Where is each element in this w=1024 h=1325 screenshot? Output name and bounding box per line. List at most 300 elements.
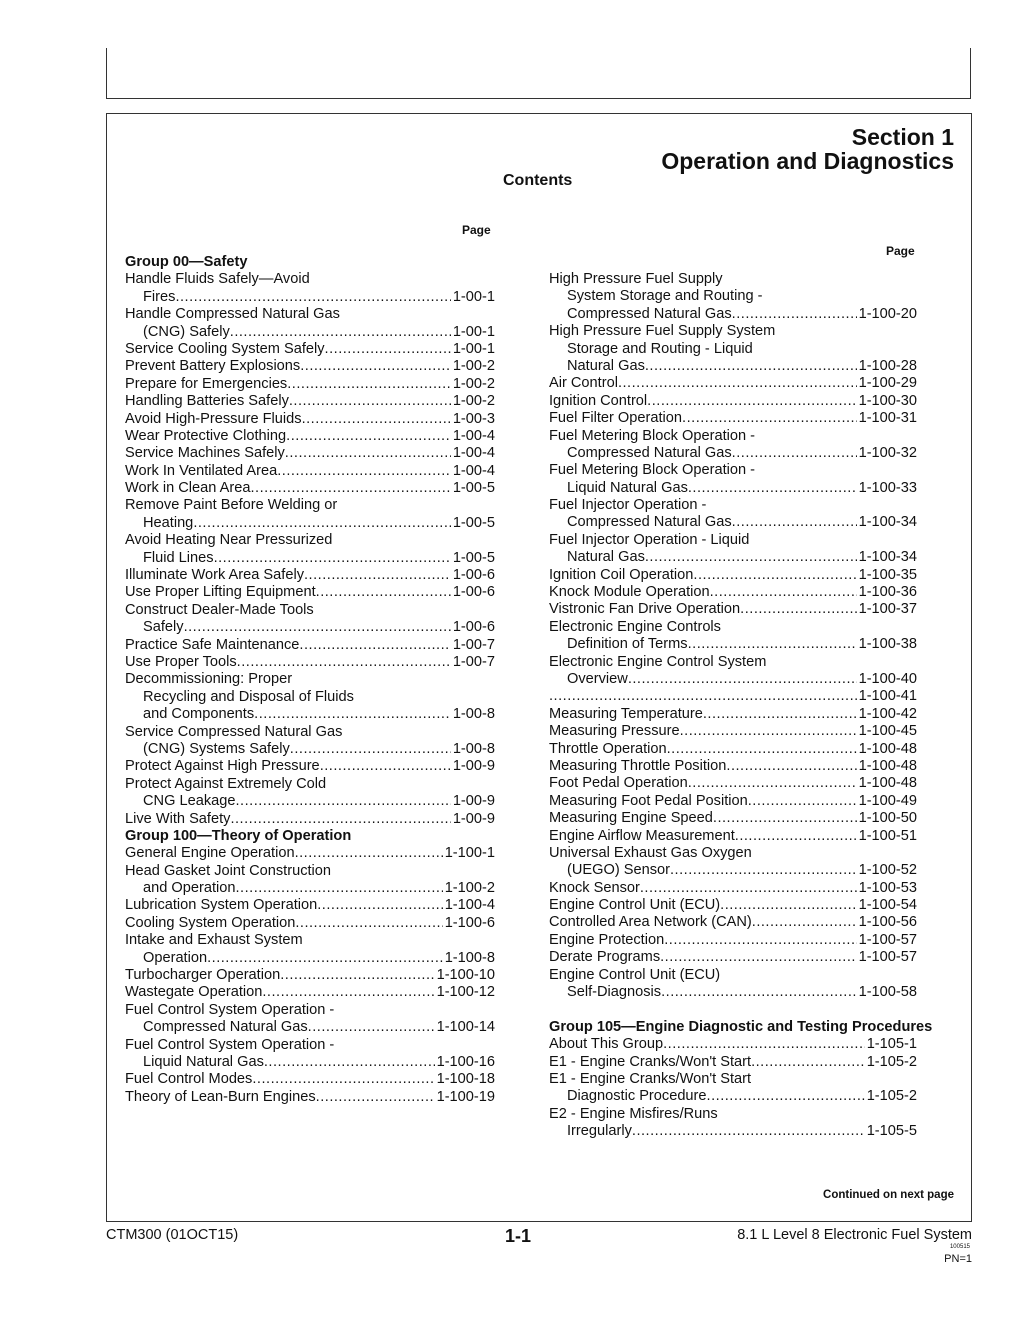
toc-entry-title: Operation (143, 949, 208, 966)
toc-entry-title: Measuring Pressure (549, 723, 680, 740)
toc-entry-page: 1-100-58 (858, 984, 917, 1001)
dot-leader (688, 480, 857, 497)
footer-page-number: 1-1 (505, 1226, 532, 1246)
toc-entry-title: Natural Gas (567, 549, 645, 566)
toc-entry-title: Compressed Natural Gas (567, 305, 732, 322)
dot-leader (618, 375, 857, 392)
toc-entry-title: Service Cooling System Safely (125, 340, 325, 357)
toc-entry (549, 1054, 917, 1071)
toc-entry-text: Fuel Injector Operation - Liquid (549, 531, 750, 548)
toc-entry-title: Live With Safety (125, 810, 231, 827)
toc-entry (125, 411, 495, 428)
toc-entry-page: 1-100-34 (858, 514, 917, 531)
toc-entry-page: 1-100-8 (444, 949, 495, 966)
toc-entry-page: 1-100-29 (858, 375, 917, 392)
dot-leader (295, 845, 443, 862)
dot-leader (688, 775, 857, 792)
toc-entry (125, 358, 495, 375)
toc-entry-text: High Pressure Fuel Supply (549, 271, 723, 287)
toc-entry (549, 828, 917, 845)
toc-entry-page: 1-100-18 (436, 1071, 495, 1088)
dot-leader (645, 549, 857, 566)
toc-entry (125, 654, 495, 671)
dot-leader (713, 810, 857, 827)
toc-entry-page: 1-100-1 (444, 845, 495, 862)
dot-leader (740, 601, 856, 618)
toc-entry-page: 1-100-14 (436, 1019, 495, 1036)
toc-entry-page: 1-105-2 (866, 1053, 917, 1070)
toc-entry-page: 1-00-4 (452, 462, 495, 479)
toc-entry (125, 1071, 495, 1088)
toc-entry (549, 445, 917, 462)
toc-entry-title: Ignition Control (549, 392, 648, 409)
toc-entry-title: General Engine Operation (125, 845, 295, 862)
toc-entry-page: 1-00-1 (452, 323, 495, 340)
toc-entry-page: 1-00-5 (452, 480, 495, 497)
toc-entry-title: Measuring Foot Pedal Position (549, 792, 748, 809)
toc-entry-page: 1-105-2 (866, 1088, 917, 1105)
toc-group-heading: Group 00—Safety (125, 254, 248, 270)
toc-entry-title: Use Proper Lifting Equipment (125, 584, 316, 601)
toc-entry (549, 549, 917, 566)
toc-entry-text: Decommissioning: Proper (125, 671, 293, 688)
toc-entry-page: 1-00-2 (452, 375, 495, 392)
toc-entry (125, 1019, 495, 1036)
toc-entry-title: Air Control (549, 375, 618, 392)
dot-leader (252, 1071, 434, 1088)
footer-pn: PN=1 (944, 1253, 972, 1265)
dot-leader (193, 515, 451, 532)
toc-entry-title: Illuminate Work Area Safely (125, 567, 304, 584)
toc-entry (125, 463, 495, 480)
dot-leader (751, 1054, 865, 1071)
continued-note: Continued on next page (823, 1189, 954, 1201)
toc-entry-page: 1-100-28 (858, 357, 917, 374)
toc-entry-title: Liquid Natural Gas (567, 479, 688, 496)
toc-entry (125, 637, 495, 654)
toc-entry-title: Safely (143, 619, 184, 636)
toc-entry-page: 1-00-8 (452, 706, 495, 723)
toc-entry-title: Compressed Natural Gas (143, 1019, 308, 1036)
toc-entry-text: Service Compressed Natural Gas (125, 723, 343, 740)
toc-entry (125, 619, 495, 636)
toc-entry (125, 915, 495, 932)
toc-entry (125, 567, 495, 584)
dot-leader (707, 1088, 865, 1105)
toc-entry-title: Service Machines Safely (125, 445, 285, 462)
toc-entry-page: 1-100-35 (858, 566, 917, 583)
toc-entry-page: 1-00-6 (452, 567, 495, 584)
toc-entry (125, 341, 495, 358)
footer-code: 100515 (949, 1244, 970, 1250)
toc-entry-page: 1-100-40 (858, 670, 917, 687)
toc-entry-text: Head Gasket Joint Construction (125, 862, 332, 879)
dot-leader (320, 758, 451, 775)
toc-entry (125, 793, 495, 810)
toc-entry-title: Work in Clean Area (125, 480, 251, 497)
toc-entry-text: Storage and Routing - Liquid (567, 340, 753, 357)
section-title: Operation and Diagnostics (661, 148, 954, 174)
toc-spacer (549, 1001, 917, 1018)
toc-entry-text: Fuel Injector Operation - (549, 497, 707, 514)
toc-entry (125, 950, 495, 967)
toc-entry-text: Fuel Metering Block Operation - (549, 427, 756, 444)
toc-entry (125, 324, 495, 341)
toc-entry-page: 1-100-57 (858, 931, 917, 948)
dot-leader (254, 706, 451, 723)
toc-entry-page: 1-00-1 (452, 288, 495, 305)
toc-entry-text: System Storage and Routing - (567, 288, 763, 305)
toc-entry-title: Self-Diagnosis (567, 984, 662, 1001)
toc-entry-text: Construct Dealer-Made Tools (125, 601, 314, 618)
dot-leader (230, 324, 451, 341)
toc-entry-title: Ignition Coil Operation (549, 566, 694, 583)
toc-entry-title: Wastegate Operation (125, 984, 263, 1001)
toc-entry-page: 1-100-36 (858, 584, 917, 601)
toc-entry-page: 1-100-51 (858, 827, 917, 844)
toc-entry-page: 1-00-6 (452, 584, 495, 601)
toc-entry-page: 1-00-5 (452, 514, 495, 531)
toc-entry (125, 515, 495, 532)
toc-entry-title: Diagnostic Procedure (567, 1088, 707, 1105)
toc-entry-page: 1-100-49 (858, 792, 917, 809)
dot-leader (235, 793, 450, 810)
dot-leader (277, 463, 451, 480)
toc-entry (125, 758, 495, 775)
footer-doc-id: CTM300 (01OCT15) (106, 1227, 239, 1243)
toc-entry-text: Electronic Engine Control System (549, 653, 767, 670)
toc-entry-title: and Components (143, 706, 255, 723)
dot-leader (304, 567, 451, 584)
dot-leader (325, 341, 451, 358)
top-frame-left-rule (106, 48, 107, 99)
dot-leader (299, 637, 450, 654)
toc-entry (549, 914, 917, 931)
section-number: Section 1 (851, 124, 954, 150)
toc-entry (549, 601, 917, 618)
dot-leader (230, 811, 450, 828)
dot-leader (710, 584, 857, 601)
dot-leader (264, 1054, 435, 1071)
toc-entry-page: 1-100-50 (858, 810, 917, 827)
toc-entry (549, 636, 917, 653)
toc-entry (125, 1054, 495, 1071)
toc-entry (549, 723, 917, 740)
toc-entry-text: Recycling and Disposal of Fluids (143, 688, 354, 705)
toc-entry-page: 1-105-5 (866, 1123, 917, 1140)
toc-entry-page: 1-105-1 (866, 1036, 917, 1053)
toc-entry-page: 1-00-1 (452, 340, 495, 357)
toc-entry-text: Fuel Metering Block Operation - (549, 462, 756, 479)
dot-leader (667, 741, 857, 758)
toc-entry (125, 428, 495, 445)
toc-entry-text: Avoid Heating Near Pressurized (125, 532, 333, 549)
toc-entry-title: (CNG) Safely (143, 323, 230, 340)
toc-entry-title: Heating (143, 514, 194, 531)
toc-entry (549, 793, 917, 810)
toc-entry-text: E1 - Engine Cranks/Won't Start (549, 1070, 752, 1087)
toc-entry-text: Handle Compressed Natural Gas (125, 306, 340, 323)
toc-entry-title: Engine Protection (549, 931, 665, 948)
dot-leader (184, 619, 451, 636)
toc-entry-text: Protect Against Extremely Cold (125, 775, 327, 792)
toc-entry-title: CNG Leakage (143, 793, 236, 810)
dot-leader (237, 654, 451, 671)
toc-entry-title: Turbocharger Operation (125, 967, 281, 984)
toc-entry (125, 393, 495, 410)
toc-entry-page: 1-100-38 (858, 636, 917, 653)
toc-entry-text: Handle Fluids Safely—Avoid (125, 271, 310, 288)
toc-entry (549, 375, 917, 392)
toc-entry-title: Overview (567, 670, 628, 687)
toc-entry (549, 810, 917, 827)
dot-leader (549, 688, 857, 705)
top-frame-right-rule (970, 48, 971, 99)
toc-entry-title: Theory of Lean-Burn Engines (125, 1088, 316, 1105)
toc-entry-title: About This Group (549, 1036, 664, 1053)
toc-entry-title: Prepare for Emergencies (125, 375, 288, 392)
toc-entry (125, 880, 495, 897)
dot-leader (661, 984, 856, 1001)
toc-entry-page: 1-100-30 (858, 392, 917, 409)
toc-entry (125, 984, 495, 1001)
toc-entry (549, 775, 917, 792)
dot-leader (670, 862, 857, 879)
toc-entry-page: 1-100-53 (858, 879, 917, 896)
toc-entry-title: Derate Programs (549, 949, 661, 966)
toc-entry-title: Cooling System Operation (125, 914, 296, 931)
toc-entry-title: (UEGO) Sensor (567, 862, 670, 879)
toc-entry (125, 811, 495, 828)
toc-entry-title: Fluid Lines (143, 549, 214, 566)
toc-entry (549, 1088, 917, 1105)
toc-entry-page: 1-100-20 (858, 305, 917, 322)
toc-entry-page: 1-00-7 (452, 636, 495, 653)
dot-leader (628, 671, 857, 688)
toc-entry-page: 1-100-33 (858, 479, 917, 496)
toc-entry (125, 289, 495, 306)
toc-entry-title: E1 - Engine Cranks/Won't Start (549, 1053, 752, 1070)
contents-label: Contents (503, 172, 573, 189)
toc-entry-title: Knock Module Operation (549, 584, 710, 601)
dot-leader (732, 306, 857, 323)
dot-leader (647, 393, 856, 410)
dot-leader (308, 1019, 435, 1036)
toc-entry (549, 880, 917, 897)
dot-leader (316, 584, 451, 601)
toc-entry-page: 1-00-9 (452, 810, 495, 827)
dot-leader (664, 932, 856, 949)
toc-entry-title: Avoid High-Pressure Fluids (125, 410, 302, 427)
toc-entry-text: E2 - Engine Misfires/Runs (549, 1105, 718, 1122)
toc-entry (549, 410, 917, 427)
toc-entry-title: Protect Against High Pressure (125, 758, 320, 775)
toc-entry-page: 1-00-8 (452, 740, 495, 757)
toc-entry-page: 1-00-3 (452, 410, 495, 427)
dot-leader (290, 741, 451, 758)
dot-leader (680, 723, 857, 740)
dot-leader (286, 428, 451, 445)
toc-entry-title: Lubrication System Operation (125, 897, 318, 914)
toc-entry (549, 984, 917, 1001)
top-frame-bottom-rule (106, 98, 971, 99)
toc-entry-page: 1-100-2 (444, 880, 495, 897)
toc-entry (125, 706, 495, 723)
toc-entry-text: Remove Paint Before Welding or (125, 497, 338, 514)
dot-leader (295, 915, 442, 932)
dot-leader (693, 567, 856, 584)
toc-entry (125, 741, 495, 758)
toc-entry (549, 567, 917, 584)
toc-entry-page: 1-00-9 (452, 793, 495, 810)
toc-entry-title: Fuel Filter Operation (549, 410, 683, 427)
toc-entry (125, 445, 495, 462)
toc-entry-page: 1-100-4 (444, 897, 495, 914)
toc-entry (125, 1089, 495, 1106)
toc-entry-title: Wear Protective Clothing (125, 427, 287, 444)
toc-entry-title: Fuel Control Modes (125, 1071, 253, 1088)
toc-entry-title: Vistronic Fan Drive Operation (549, 601, 741, 618)
toc-left-column (125, 254, 495, 1106)
toc-entry-title: Handling Batteries Safely (125, 393, 289, 410)
toc-entry-page: 1-100-48 (858, 740, 917, 757)
toc-entry-text: Intake and Exhaust System (125, 932, 303, 949)
toc-entry-page: 1-100-6 (444, 914, 495, 931)
dot-leader (645, 358, 857, 375)
toc-entry (549, 480, 917, 497)
section-heading (661, 125, 954, 173)
dot-leader (287, 376, 451, 393)
toc-entry-text: Engine Control Unit (ECU) (549, 966, 721, 983)
toc-entry-title: Controlled Area Network (CAN) (549, 914, 752, 931)
dot-leader (735, 828, 857, 845)
dot-leader (300, 358, 451, 375)
dot-leader (175, 289, 450, 306)
dot-leader (236, 880, 443, 897)
toc-entry-page: 1-100-52 (858, 862, 917, 879)
toc-entry-page: 1-00-5 (452, 549, 495, 566)
toc-entry (549, 949, 917, 966)
toc-entry-title: Knock Sensor (549, 879, 640, 896)
dot-leader (732, 514, 857, 531)
toc-entry-page: 1-100-31 (858, 410, 917, 427)
toc-entry-title: Engine Airflow Measurement (549, 827, 735, 844)
toc-entry-page: 1-100-32 (858, 444, 917, 461)
footer-rule (106, 1221, 971, 1222)
page-column-header-left: Page (462, 223, 491, 237)
toc-entry (549, 584, 917, 601)
dot-leader (682, 410, 857, 427)
toc-entry-text: High Pressure Fuel Supply System (549, 323, 776, 340)
toc-entry-title: Throttle Operation (549, 740, 667, 757)
dot-leader (748, 793, 857, 810)
toc-entry (549, 741, 917, 758)
toc-entry-text: Universal Exhaust Gas Oxygen (549, 844, 752, 861)
toc-entry-page: 1-100-42 (858, 705, 917, 722)
toc-entry-page: 1-100-37 (858, 601, 917, 618)
footer-manual-title: 8.1 L Level 8 Electronic Fuel System (737, 1227, 972, 1243)
toc-entry-title: Foot Pedal Operation (549, 775, 688, 792)
dot-leader (289, 393, 451, 410)
toc-entry (125, 550, 495, 567)
toc-entry-title: Definition of Terms (567, 636, 688, 653)
toc-entry (549, 306, 917, 323)
dot-leader (214, 550, 451, 567)
toc-entry (549, 1123, 917, 1140)
toc-entry-title: (CNG) Systems Safely (143, 740, 290, 757)
toc-entry (549, 862, 917, 879)
page-column-header-right: Page (886, 244, 915, 258)
dot-leader (660, 949, 856, 966)
toc-entry (549, 706, 917, 723)
toc-entry-title: Measuring Throttle Position (549, 757, 727, 774)
toc-entry-page: 1-00-4 (452, 427, 495, 444)
toc-entry-title: Measuring Temperature (549, 705, 703, 722)
toc-entry (549, 932, 917, 949)
dot-leader (280, 967, 434, 984)
toc-entry (125, 376, 495, 393)
toc-entry-title: Engine Control Unit (ECU) (549, 897, 721, 914)
toc-right-column (549, 271, 933, 1141)
toc-entry-title: Liquid Natural Gas (143, 1053, 264, 1070)
toc-entry-page: 1-100-12 (436, 984, 495, 1001)
toc-entry (549, 1036, 917, 1053)
toc-entry (125, 897, 495, 914)
toc-entry (549, 358, 917, 375)
dot-leader (316, 1089, 435, 1106)
toc-entry (125, 584, 495, 601)
toc-entry-page: 1-100-45 (858, 723, 917, 740)
toc-entry-title: Compressed Natural Gas (567, 444, 732, 461)
toc-entry-page: 1-00-4 (452, 445, 495, 462)
toc-entry-page: 1-100-48 (858, 757, 917, 774)
toc-entry-text: Fuel Control System Operation - (125, 1036, 335, 1053)
toc-entry-title: Irregularly (567, 1123, 632, 1140)
toc-entry-title: Measuring Engine Speed (549, 810, 713, 827)
toc-entry (549, 671, 917, 688)
toc-entry-title: Fires (143, 288, 176, 305)
toc-entry-page: 1-100-34 (858, 549, 917, 566)
toc-entry-title: Work In Ventilated Area (125, 462, 278, 479)
toc-entry-page: 1-100-54 (858, 897, 917, 914)
toc-entry-page: 1-100-10 (436, 967, 495, 984)
toc-entry-title: and Operation (143, 880, 236, 897)
toc-entry-page: 1-100-16 (436, 1053, 495, 1070)
toc-entry-title: Natural Gas (567, 357, 645, 374)
toc-entry (125, 845, 495, 862)
toc-entry-title: Practice Safe Maintenance (125, 636, 300, 653)
toc-entry-page: 1-00-2 (452, 393, 495, 410)
toc-group-heading: Group 105—Engine Diagnostic and Testing Procedures (549, 1018, 933, 1035)
toc-entry (549, 897, 917, 914)
toc-entry-title: Prevent Battery Explosions (125, 358, 301, 375)
toc-entry-text: Fuel Control System Operation - (125, 1001, 335, 1018)
dot-leader (285, 445, 451, 462)
toc-entry (549, 758, 917, 775)
toc-entry (125, 967, 495, 984)
toc-entry (549, 393, 917, 410)
toc-entry (549, 688, 917, 705)
dot-leader (720, 897, 856, 914)
toc-entry-page: 1-00-2 (452, 358, 495, 375)
dot-leader (632, 1123, 865, 1140)
dot-leader (703, 706, 857, 723)
dot-leader (302, 411, 451, 428)
toc-entry-title: Compressed Natural Gas (567, 514, 732, 531)
toc-entry (125, 480, 495, 497)
dot-leader (663, 1036, 865, 1053)
dot-leader (732, 445, 857, 462)
